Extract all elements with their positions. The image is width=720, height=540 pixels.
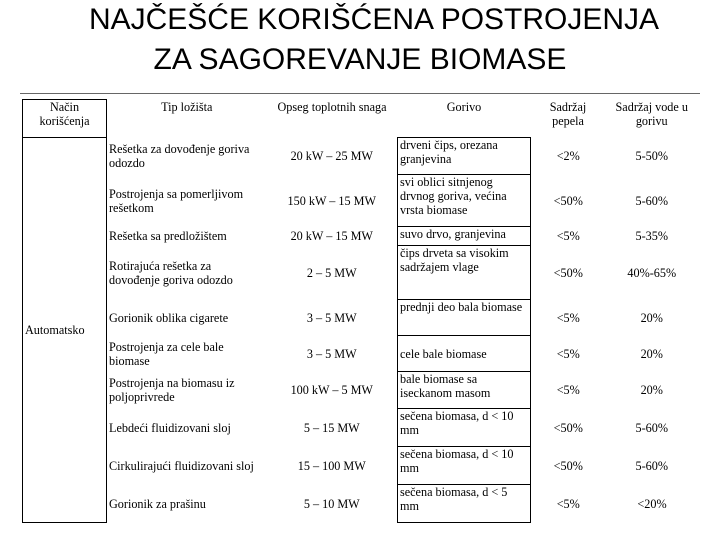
cell-type: Postrojenja za cele bale biomase [109, 339, 224, 368]
table-row [23, 447, 699, 485]
cell-water: 20% [640, 346, 663, 361]
cell-type: Gorionik za prašinu [109, 496, 206, 511]
cell-range: 5 – 10 MW [303, 496, 360, 511]
table-row [23, 485, 699, 523]
cell-ash: <5% [531, 300, 606, 336]
cell-type: Rešetka sa predložištem [109, 229, 227, 243]
header-row [23, 100, 699, 138]
cell-water: 20% [640, 383, 663, 397]
cell-ash: <50% [531, 447, 606, 485]
header-fuel: Gorivo [446, 99, 482, 114]
cell-water: 5-60% [635, 458, 668, 473]
cell-range: 3 – 5 MW [306, 346, 357, 361]
cell-type: Cirkulirajući fluidizovani sloj [109, 458, 254, 473]
cell-water: <20% [637, 496, 667, 511]
cell-type: Postrojenja sa pomerljivom rešetkom [109, 186, 244, 215]
cell-ash: <5% [531, 227, 606, 246]
cell-range: 100 kW – 5 MW [290, 383, 373, 397]
cell-ash: <2% [531, 138, 606, 175]
header-water: Sadržaj vode u gorivu [615, 99, 688, 128]
cell-fuel: cele bale biomase [398, 336, 531, 372]
cell-range: 3 – 5 MW [306, 310, 357, 325]
cell-ash: <5% [531, 485, 606, 523]
table-row [23, 175, 699, 227]
header-mode: Način korišćenja [23, 100, 107, 138]
cell-water: 20% [640, 310, 663, 325]
cell-ash: <5% [531, 336, 606, 372]
header-range: Opseg toplotnih snaga [277, 99, 387, 114]
title-divider [20, 93, 700, 94]
cell-ash: <5% [531, 372, 606, 409]
cell-water: 5-50% [635, 149, 668, 163]
cell-fuel: sečena biomasa, d < 10 mm [398, 409, 531, 447]
cell-ash: <50% [531, 409, 606, 447]
header-type: Tip ložišta [161, 99, 213, 114]
table-row [23, 300, 699, 336]
cell-fuel: svi oblici sitnjenog drvnog goriva, većina vrsta biomase [398, 175, 531, 227]
header-ash: Sadržaj pepela [549, 99, 587, 128]
cell-ash: <50% [531, 246, 606, 300]
table-row [23, 227, 699, 246]
table-row [23, 246, 699, 300]
cell-ash: <50% [531, 175, 606, 227]
cell-fuel: bale biomase sa iseckanom masom [398, 372, 531, 409]
cell-range: 150 kW – 15 MW [287, 193, 376, 208]
cell-fuel: čips drveta sa visokim sadržajem vlage [398, 246, 531, 300]
cell-fuel: sečena biomasa, d < 5 mm [398, 485, 531, 523]
cell-range: 20 kW – 15 MW [290, 229, 373, 243]
title-line-1: NAJČEŠĆE KORIŠĆENA POSTROJENJA [88, 3, 660, 36]
table-row [23, 336, 699, 372]
cell-water: 5-60% [635, 193, 668, 208]
cell-fuel: drveni čips, orezana granjevina [398, 138, 531, 175]
cell-fuel: suvo drvo, granjevina [398, 227, 531, 246]
cell-type: Postrojenja na biomasu iz poljoprivrede [109, 376, 235, 404]
cell-type: Gorionik oblika cigarete [109, 310, 229, 325]
cell-type: Rešetka za dovođenje goriva odozdo [109, 142, 250, 170]
biomass-plants-table [22, 99, 699, 523]
cell-fuel: sečena biomasa, d < 10 mm [398, 447, 531, 485]
cell-range: 20 kW – 25 MW [290, 149, 373, 163]
cell-range: 15 – 100 MW [297, 458, 366, 473]
cell-water: 40%-65% [627, 265, 677, 280]
cell-water: 5-60% [635, 420, 668, 435]
cell-water: 5-35% [635, 229, 668, 243]
mode-cell: Automatsko [23, 138, 107, 523]
cell-type: Rotirajuća rešetka za dovođenje goriva odozdo [109, 258, 233, 287]
table-row [23, 372, 699, 409]
cell-range: 5 – 15 MW [303, 420, 360, 435]
slide-title [0, 0, 720, 80]
table-row [23, 409, 699, 447]
cell-range: 2 – 5 MW [306, 265, 357, 280]
title-line-2: ZA SAGOREVANJE BIOMASE [153, 43, 567, 76]
cell-fuel: prednji deo bala biomase [398, 300, 531, 336]
table-row [23, 138, 699, 175]
cell-type: Lebdeći fluidizovani sloj [109, 420, 231, 435]
